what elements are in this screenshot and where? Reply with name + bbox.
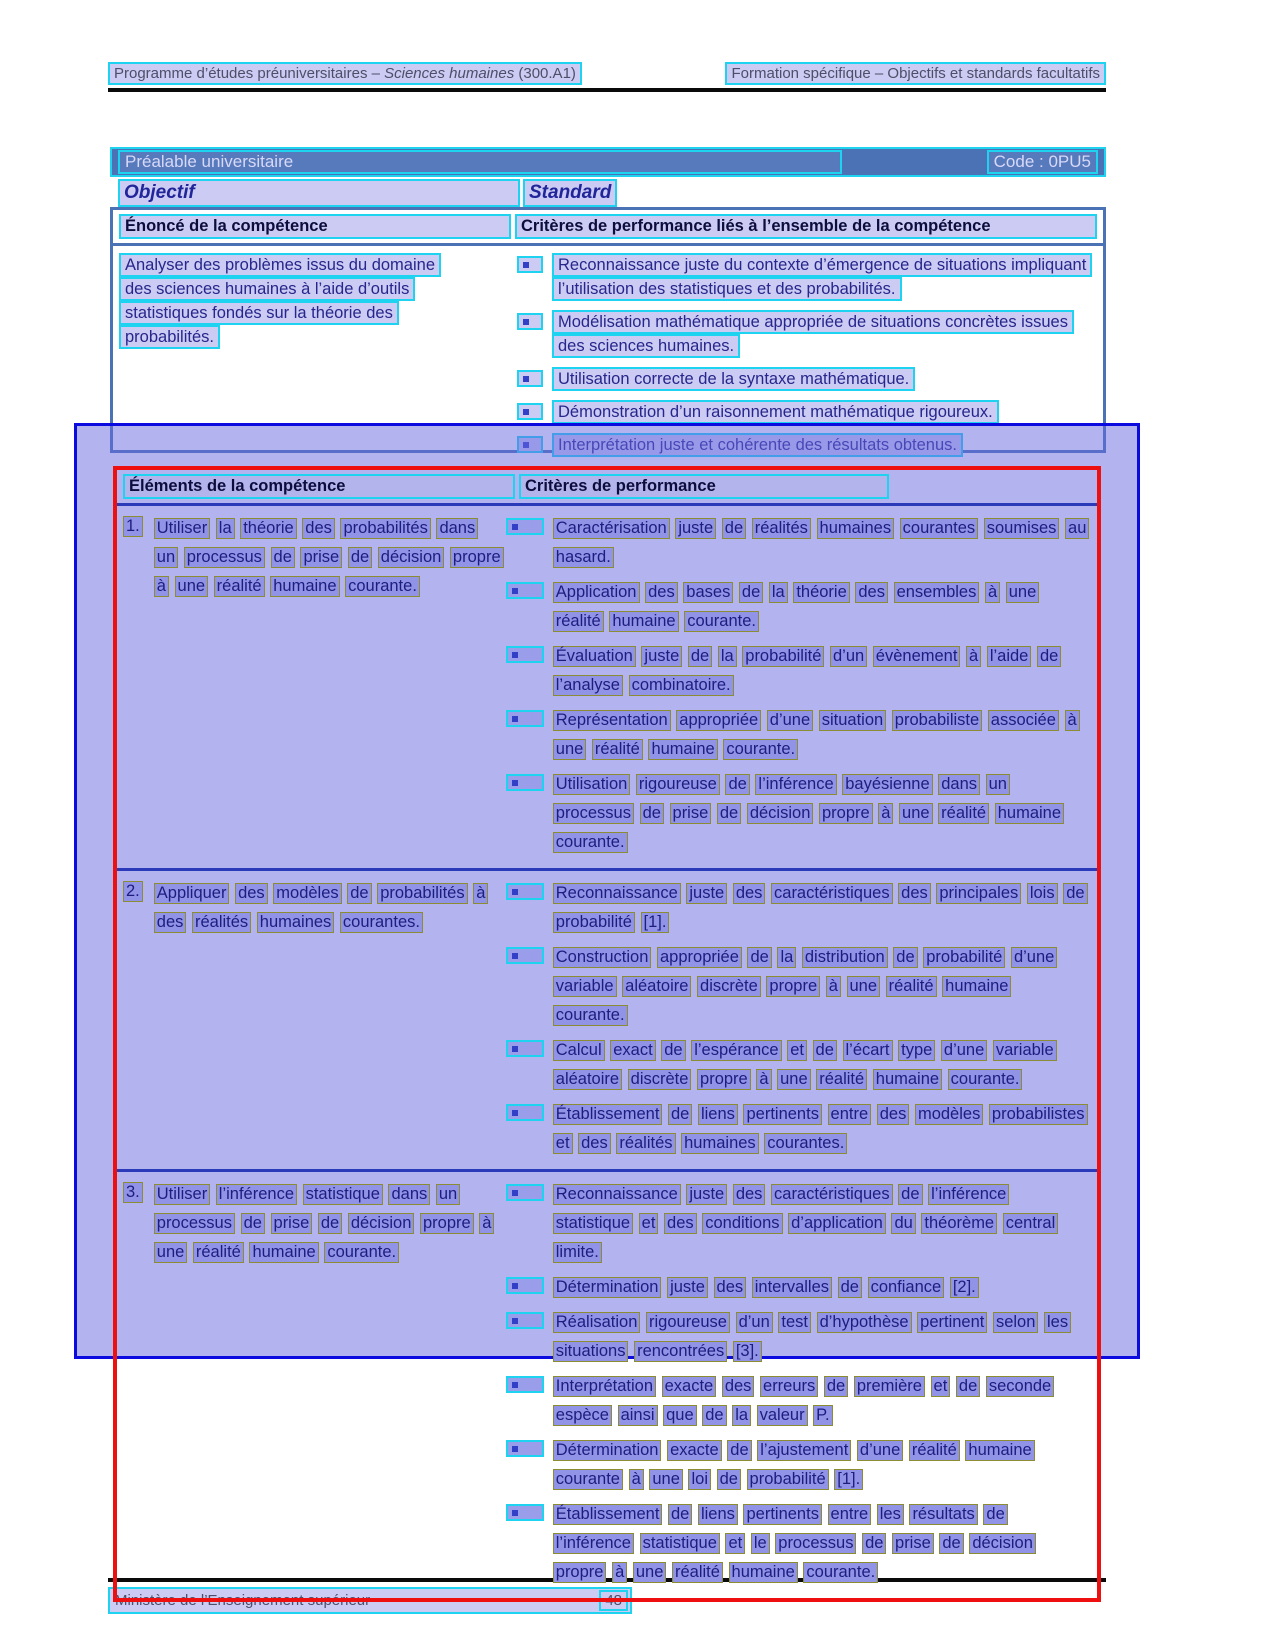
page-number: 48 bbox=[599, 1590, 628, 1611]
critere-item bbox=[506, 579, 1093, 637]
critere-text: Détermination exacte de l’ajustement d’une réalité humaine courante à une loi de probabilité [1]. bbox=[553, 1437, 1093, 1495]
elements-table bbox=[113, 466, 1101, 1602]
critere-item bbox=[506, 880, 1093, 938]
element-number: 2. bbox=[123, 880, 144, 907]
elements-header: Éléments de la compétence bbox=[123, 474, 515, 499]
critere-item bbox=[506, 1037, 1093, 1095]
enonce-text: Analyser des problèmes issus du domaine des sciences humaines à l’aide d’outils statistiques fondés sur la théorie des probabilités. bbox=[119, 253, 441, 349]
critere-text: Reconnaissance juste du contexte d’émergence de situations impliquant l’utilisation des statistiques et des probabilités. bbox=[552, 253, 1092, 301]
critere-item bbox=[517, 400, 1097, 424]
element-row-2 bbox=[117, 871, 1097, 1172]
critere-text: Détermination juste des intervalles de confiance [2]. bbox=[553, 1274, 1093, 1303]
bullet-square-icon bbox=[506, 1277, 544, 1294]
title-bar-label: Préalable universitaire bbox=[118, 150, 842, 174]
critere-text: Reconnaissance juste des caractéristiques des principales lois de probabilité [1]. bbox=[553, 880, 1093, 938]
bullet-square-icon bbox=[506, 646, 544, 663]
critere-item bbox=[506, 1373, 1093, 1431]
bullet-square-icon bbox=[517, 313, 543, 330]
element-cell-3 bbox=[123, 1181, 506, 1594]
title-bar-code: Code : 0PU5 bbox=[987, 150, 1098, 174]
criteres-header: Critères de performance liés à l’ensemble de la compétence bbox=[515, 214, 1097, 239]
critere-text: Établissement de liens pertinents entre les résultats de l’inférence statistique et le processus de prise de décision propre à une réalité humaine courante. bbox=[553, 1501, 1093, 1588]
critere-item bbox=[506, 707, 1093, 765]
bullet-square-icon bbox=[517, 403, 543, 420]
critere-item bbox=[506, 643, 1093, 701]
criteres-cell-1 bbox=[506, 515, 1093, 864]
standard-heading: Standard bbox=[523, 179, 617, 207]
bullet-square-icon bbox=[506, 1040, 544, 1057]
critere-text: Reconnaissance juste des caractéristiques de l’inférence statistique et des conditions d’application du théorème central limite. bbox=[553, 1181, 1093, 1268]
bullet-square-icon bbox=[506, 582, 544, 599]
critere-text: Construction appropriée de la distribution de probabilité d’une variable aléatoire discrète propre à une réalité humaine courante. bbox=[553, 944, 1093, 1031]
critere-item bbox=[506, 1181, 1093, 1268]
element-text: Utiliser l’inférence statistique dans un processus de prise de décision propre à une réalité humaine courante. bbox=[154, 1181, 506, 1268]
header-left-italic: Sciences humaines bbox=[384, 65, 515, 82]
header-left-text bbox=[108, 62, 582, 85]
header-left-post: (300.A1) bbox=[514, 65, 576, 82]
critere-item bbox=[506, 944, 1093, 1031]
title-bar bbox=[110, 147, 1106, 177]
footer-left-text: Ministère de l’Enseignement supérieur bbox=[115, 1592, 371, 1609]
bullet-square-icon bbox=[506, 1312, 544, 1329]
bullet-square-icon bbox=[506, 1104, 544, 1121]
critere-item bbox=[506, 771, 1093, 858]
element-cell-1 bbox=[123, 515, 506, 864]
critere-text: Réalisation rigoureuse d’un test d’hypothèse pertinent selon les situations rencontrées [3]. bbox=[553, 1309, 1093, 1367]
critere-text: Application des bases de la théorie des ensembles à une réalité humaine courante. bbox=[553, 579, 1093, 637]
element-cell-2 bbox=[123, 880, 506, 1165]
bullet-square-icon bbox=[517, 256, 543, 273]
critere-text: Représentation appropriée d’une situation probabiliste associée à une réalité humaine courante. bbox=[553, 707, 1093, 765]
bullet-square-icon bbox=[506, 518, 544, 535]
critere-item bbox=[517, 310, 1097, 358]
critere-item bbox=[506, 515, 1093, 573]
critere-item bbox=[506, 1501, 1093, 1588]
critere-item bbox=[517, 367, 1097, 391]
bullet-square-icon bbox=[506, 1504, 544, 1521]
header-rule bbox=[108, 88, 1106, 92]
critere-text: Démonstration d’un raisonnement mathématique rigoureux. bbox=[552, 400, 999, 424]
header-right-text: Formation spécifique – Objectifs et standards facultatifs bbox=[725, 62, 1106, 85]
criteres-cell-3 bbox=[506, 1181, 1093, 1594]
bullet-square-icon bbox=[506, 1440, 544, 1457]
critere-text: Calcul exact de l’espérance et de l’écart type d’une variable aléatoire discrète propre à une réalité humaine courante. bbox=[553, 1037, 1093, 1095]
critere-text: Évaluation juste de la probabilité d’un évènement à l’aide de l’analyse combinatoire. bbox=[553, 643, 1093, 701]
objectif-heading: Objectif bbox=[118, 179, 520, 207]
critere-item bbox=[517, 253, 1097, 301]
header-left-pre: Programme d’études préuniversitaires – bbox=[114, 65, 385, 82]
critere-item bbox=[506, 1274, 1093, 1303]
critere-item bbox=[506, 1437, 1093, 1495]
bullet-square-icon bbox=[506, 710, 544, 727]
element-text: Utiliser la théorie des probabilités dans un processus de prise de décision propre à une réalité humaine courante. bbox=[154, 515, 506, 602]
element-number: 3. bbox=[123, 1181, 144, 1208]
elements-table-header bbox=[117, 470, 1097, 506]
performance-header: Critères de performance bbox=[519, 474, 889, 499]
bullet-square-icon bbox=[506, 1184, 544, 1201]
bullet-square-icon bbox=[506, 883, 544, 900]
element-number: 1. bbox=[123, 515, 144, 542]
competence-table bbox=[110, 207, 1106, 453]
critere-item bbox=[506, 1309, 1093, 1367]
element-text: Appliquer des modèles de probabilités à des réalités humaines courantes. bbox=[154, 880, 506, 938]
element-row-3 bbox=[117, 1172, 1097, 1598]
bullet-square-icon bbox=[506, 947, 544, 964]
section-headings bbox=[118, 179, 1018, 207]
criteres-cell-2 bbox=[506, 880, 1093, 1165]
critere-text: Utilisation rigoureuse de l’inférence bayésienne dans un processus de prise de décision propre à une réalité humaine courante. bbox=[553, 771, 1093, 858]
critere-text: Modélisation mathématique appropriée de situations concrètes issues des sciences humaines. bbox=[552, 310, 1074, 358]
bullet-square-icon bbox=[506, 1376, 544, 1393]
critere-text: Caractérisation juste de réalités humaines courantes soumises au hasard. bbox=[553, 515, 1093, 573]
running-header bbox=[108, 62, 1106, 85]
element-row-1 bbox=[117, 506, 1097, 871]
critere-item bbox=[506, 1101, 1093, 1159]
bullet-square-icon bbox=[517, 370, 543, 387]
bullet-square-icon bbox=[506, 774, 544, 791]
competence-table-header bbox=[113, 210, 1103, 246]
enonce-header: Énoncé de la compétence bbox=[119, 214, 511, 239]
critere-text: Établissement de liens pertinents entre des modèles probabilistes et des réalités humaines courantes. bbox=[553, 1101, 1093, 1159]
critere-text: Utilisation correcte de la syntaxe mathématique. bbox=[552, 367, 915, 391]
critere-text: Interprétation exacte des erreurs de première et de seconde espèce ainsi que de la valeur P. bbox=[553, 1373, 1093, 1431]
